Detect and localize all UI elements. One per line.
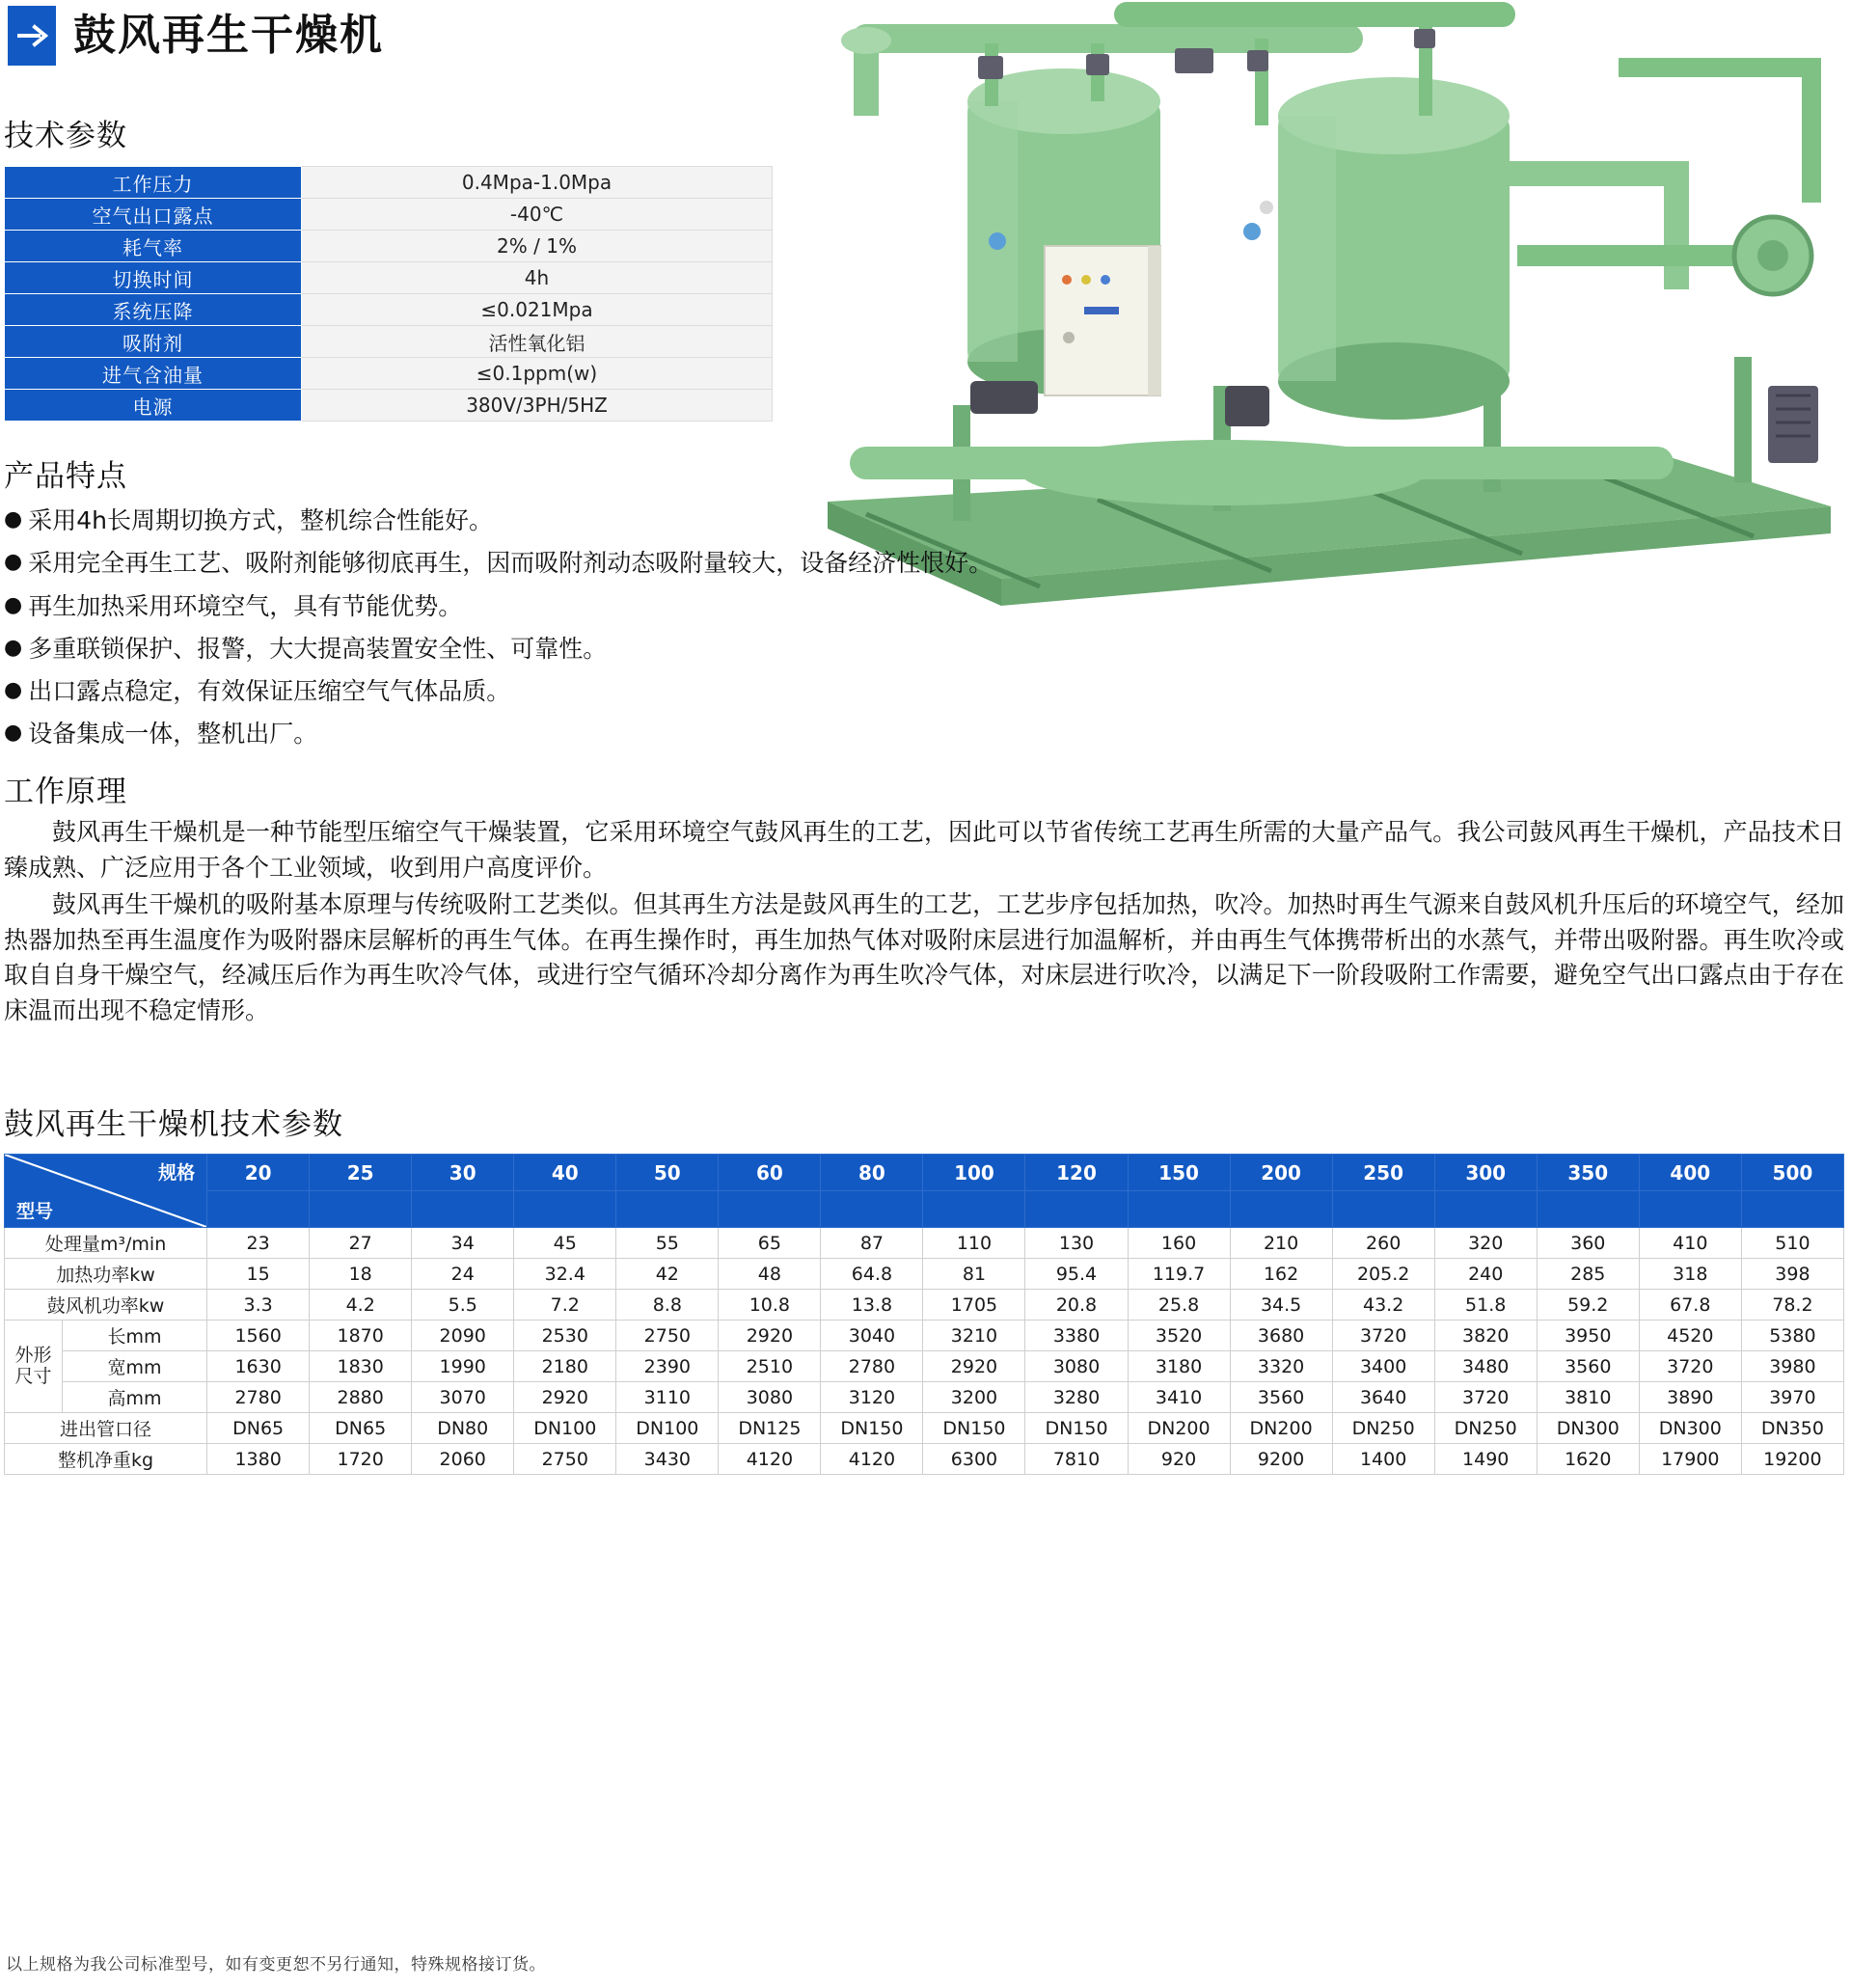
table-row [5, 1290, 1844, 1321]
spec-cell: 260 [1332, 1228, 1434, 1259]
table-row [5, 1382, 1844, 1413]
spec-cell: 3.3 [207, 1290, 310, 1321]
spec-cell: 64.8 [821, 1259, 923, 1290]
spec-cell: 4520 [1639, 1321, 1741, 1351]
spec-cell: 2060 [412, 1444, 514, 1475]
spec-cell: 3430 [616, 1444, 719, 1475]
table-row [5, 231, 773, 262]
spec-cell: 45 [514, 1228, 616, 1259]
spec-cell: 51.8 [1434, 1290, 1537, 1321]
spec-cell: DN350 [1741, 1413, 1843, 1444]
spec-cell: 3820 [1434, 1321, 1537, 1351]
table-row [5, 390, 773, 422]
spec-cell: 4.2 [310, 1290, 412, 1321]
bullet-dot-icon: ● [4, 678, 23, 702]
bullet-dot-icon: ● [4, 721, 23, 746]
spec-cell: 1560 [207, 1321, 310, 1351]
spec-model-header: 30 [412, 1155, 514, 1191]
spec-row-label: 高mm [63, 1382, 207, 1413]
table-row [5, 1228, 1844, 1259]
spec-cell: 3520 [1128, 1321, 1230, 1351]
group-label-line2: 尺寸 [14, 1365, 52, 1387]
spec-cell: 3080 [1025, 1351, 1128, 1382]
spec-cell: 4120 [719, 1444, 821, 1475]
table-row [5, 199, 773, 231]
spec-cell: 510 [1741, 1228, 1843, 1259]
spec-cell: 43.2 [1332, 1290, 1434, 1321]
spec-corner-cell [5, 1155, 207, 1228]
spec-cell: 20.8 [1025, 1290, 1128, 1321]
param-value: 380V/3PH/5HZ [302, 390, 773, 422]
principle-paragraph: 鼓风再生干燥机是一种节能型压缩空气干燥装置，它采用环境空气鼓风再生的工艺，因此可以节省传统工艺再生所需的大量产品气。我公司鼓风再生干燥机，产品技术日臻成熟、广泛应用于各个工业领域，收到用户高度评价。 [4, 818, 1844, 882]
spec-cell: DN65 [310, 1413, 412, 1444]
principle-heading: 工作原理 [4, 775, 127, 809]
spec-cell: 3380 [1025, 1321, 1128, 1351]
spec-cell: 3720 [1639, 1351, 1741, 1382]
spec-cell: 3980 [1741, 1351, 1843, 1382]
spec-cell: 95.4 [1025, 1259, 1128, 1290]
spec-row-label: 处理量m³/min [5, 1228, 207, 1259]
spec-model-header: 200 [1230, 1155, 1332, 1191]
param-key: 工作压力 [5, 167, 302, 199]
spec-cell: 2780 [821, 1351, 923, 1382]
spec-cell: 1720 [310, 1444, 412, 1475]
table-row [5, 1444, 1844, 1475]
param-key: 电源 [5, 390, 302, 422]
features-heading: 产品特点 [4, 459, 127, 494]
bullet-dot-icon: ● [4, 550, 23, 575]
param-key: 吸附剂 [5, 326, 302, 358]
feature-text: 采用完全再生工艺、吸附剂能够彻底再生，因而吸附剂动态吸附量较大，设备经济性恨好。 [28, 549, 994, 578]
spec-row-label: 整机净重kg [5, 1444, 207, 1475]
spec-table-wrapper [4, 1154, 1844, 1475]
spec-cell: DN150 [1025, 1413, 1128, 1444]
feature-text: 设备集成一体，整机出厂。 [28, 720, 318, 749]
arrow-right-icon [8, 6, 56, 66]
spec-cell: 3720 [1332, 1321, 1434, 1351]
param-value: -40℃ [302, 199, 773, 231]
spec-row-label: 宽mm [63, 1351, 207, 1382]
spec-cell: 2780 [207, 1382, 310, 1413]
principle-body [4, 815, 1844, 1030]
spec-cell: 130 [1025, 1228, 1128, 1259]
spec-cell: 1990 [412, 1351, 514, 1382]
spec-cell: 3890 [1639, 1382, 1741, 1413]
spec-footnote: 以上规格为我公司标准型号，如有变更恕不另行通知，特殊规格接订货。 [6, 1955, 546, 1974]
spec-cell: 3210 [923, 1321, 1025, 1351]
spec-table [4, 1154, 1844, 1475]
group-label-line1: 外形 [14, 1345, 52, 1367]
param-value: 2% / 1% [302, 231, 773, 262]
spec-cell: 78.2 [1741, 1290, 1843, 1321]
spec-cell: 240 [1434, 1259, 1537, 1290]
principle-paragraph: 鼓风再生干燥机的吸附基本原理与传统吸附工艺类似。但其再生方法是鼓风再生的工艺，工艺步序包括加热，吹冷。加热时再生气源来自鼓风机升压后的环境空气，经加热器加热至再生温度作为吸附器床层解析的再生气体。在再生操作时，再生加热气体对吸附床层进行加温解析，并由再生气体携带析出的水蒸气，并带出吸附器。再生吹冷或取自自身干燥空气，经减压后作为再生吹冷气体，或进行空气循环冷却分离作为再生吹冷气体，对床层进行吹冷，以满足下一阶段吸附工作需要，避免空气出口露点由于存在床温而出现不稳定情形。 [4, 890, 1844, 1024]
spec-cell: 2750 [514, 1444, 616, 1475]
spec-model-header: 120 [1025, 1155, 1128, 1191]
spec-cell: 18 [310, 1259, 412, 1290]
spec-cell: 3040 [821, 1321, 923, 1351]
param-value: 4h [302, 262, 773, 294]
param-key: 系统压降 [5, 294, 302, 326]
spec-cell: 3720 [1434, 1382, 1537, 1413]
spec-cell: 3640 [1332, 1382, 1434, 1413]
param-key: 进气含油量 [5, 358, 302, 390]
table-row [5, 167, 773, 199]
spec-cell: 3810 [1537, 1382, 1639, 1413]
list-item [4, 505, 1451, 535]
spec-model-header: 80 [821, 1155, 923, 1191]
page-header [0, 0, 384, 66]
spec-cell: 920 [1128, 1444, 1230, 1475]
spec-cell: 2920 [514, 1382, 616, 1413]
spec-model-header: 150 [1128, 1155, 1230, 1191]
table-row [5, 1321, 1844, 1351]
spec-cell: DN65 [207, 1413, 310, 1444]
spec-cell: 5.5 [412, 1290, 514, 1321]
spec-cell: 2090 [412, 1321, 514, 1351]
spec-model-header: 25 [310, 1155, 412, 1191]
list-item [4, 548, 1451, 578]
spec-cell: 2750 [616, 1321, 719, 1351]
spec-cell: 3110 [616, 1382, 719, 1413]
spec-cell: 3400 [1332, 1351, 1434, 1382]
spec-cell: 3180 [1128, 1351, 1230, 1382]
spec-heading: 鼓风再生干燥机技术参数 [4, 1107, 343, 1142]
spec-cell: DN100 [514, 1413, 616, 1444]
spec-cell: 10.8 [719, 1290, 821, 1321]
feature-text: 多重联锁保护、报警，大大提高装置安全性、可靠性。 [28, 634, 608, 663]
spec-cell: 3080 [719, 1382, 821, 1413]
spec-cell: DN300 [1639, 1413, 1741, 1444]
spec-cell: 59.2 [1537, 1290, 1639, 1321]
spec-cell: 162 [1230, 1259, 1332, 1290]
spec-cell: 2880 [310, 1382, 412, 1413]
spec-cell: DN200 [1128, 1413, 1230, 1444]
spec-cell: 32.4 [514, 1259, 616, 1290]
spec-row-label: 进出管口径 [5, 1413, 207, 1444]
spec-model-header: 350 [1537, 1155, 1639, 1191]
spec-cell: DN250 [1434, 1413, 1537, 1444]
param-value: ≤0.021Mpa [302, 294, 773, 326]
tech-params-heading: 技术参数 [4, 119, 127, 153]
spec-cell: 23 [207, 1228, 310, 1259]
table-row [5, 1351, 1844, 1382]
spec-cell: 81 [923, 1259, 1025, 1290]
spec-cell: 27 [310, 1228, 412, 1259]
spec-cell: 1400 [1332, 1444, 1434, 1475]
spec-cell: 2920 [719, 1321, 821, 1351]
spec-cell: 2920 [923, 1351, 1025, 1382]
spec-cell: 19200 [1741, 1444, 1843, 1475]
feature-text: 采用4h长周期切换方式，整机综合性能好。 [28, 506, 493, 534]
spec-corner-bottom: 型号 [16, 1201, 54, 1222]
param-value: ≤0.1ppm(w) [302, 358, 773, 390]
spec-corner-top: 规格 [158, 1162, 196, 1184]
spec-cell: 15 [207, 1259, 310, 1290]
spec-cell: 3070 [412, 1382, 514, 1413]
spec-cell: 6300 [923, 1444, 1025, 1475]
spec-cell: DN150 [821, 1413, 923, 1444]
spec-cell: 3950 [1537, 1321, 1639, 1351]
bullet-dot-icon: ● [4, 635, 23, 660]
spec-cell: 3560 [1537, 1351, 1639, 1382]
spec-cell: 205.2 [1332, 1259, 1434, 1290]
list-item [4, 634, 1451, 664]
spec-cell: DN250 [1332, 1413, 1434, 1444]
spec-cell: 119.7 [1128, 1259, 1230, 1290]
spec-cell: 320 [1434, 1228, 1537, 1259]
param-key: 耗气率 [5, 231, 302, 262]
spec-cell: 110 [923, 1228, 1025, 1259]
spec-cell: DN200 [1230, 1413, 1332, 1444]
spec-cell: 3970 [1741, 1382, 1843, 1413]
table-row [5, 1259, 1844, 1290]
spec-header-row [5, 1155, 1844, 1191]
table-row [5, 1413, 1844, 1444]
spec-cell: 65 [719, 1228, 821, 1259]
spec-model-header: 250 [1332, 1155, 1434, 1191]
tech-params-table [4, 166, 773, 422]
spec-cell: 67.8 [1639, 1290, 1741, 1321]
spec-row-label: 加热功率kw [5, 1259, 207, 1290]
spec-cell: 87 [821, 1228, 923, 1259]
spec-cell: 2180 [514, 1351, 616, 1382]
spec-model-header: 20 [207, 1155, 310, 1191]
spec-cell: 13.8 [821, 1290, 923, 1321]
spec-cell: 398 [1741, 1259, 1843, 1290]
spec-model-header: 60 [719, 1155, 821, 1191]
feature-text: 再生加热采用环境空气，具有节能优势。 [28, 591, 463, 620]
list-item [4, 676, 1451, 706]
spec-cell: 34 [412, 1228, 514, 1259]
spec-row-label: 长mm [63, 1321, 207, 1351]
spec-cell: 3680 [1230, 1321, 1332, 1351]
spec-model-header: 40 [514, 1155, 616, 1191]
feature-text: 出口露点稳定，有效保证压缩空气气体品质。 [28, 677, 511, 705]
spec-cell: DN150 [923, 1413, 1025, 1444]
spec-cell: 3200 [923, 1382, 1025, 1413]
spec-cell: DN80 [412, 1413, 514, 1444]
spec-cell: 3320 [1230, 1351, 1332, 1382]
spec-cell: 8.8 [616, 1290, 719, 1321]
spec-model-header: 300 [1434, 1155, 1537, 1191]
spec-cell: DN100 [616, 1413, 719, 1444]
spec-cell: 34.5 [1230, 1290, 1332, 1321]
spec-cell: 410 [1639, 1228, 1741, 1259]
spec-cell: 318 [1639, 1259, 1741, 1290]
spec-row-label: 鼓风机功率kw [5, 1290, 207, 1321]
spec-cell: 1630 [207, 1351, 310, 1382]
spec-cell: 4120 [821, 1444, 923, 1475]
table-row [5, 262, 773, 294]
spec-cell: 3480 [1434, 1351, 1537, 1382]
param-key: 空气出口露点 [5, 199, 302, 231]
table-row [5, 326, 773, 358]
spec-cell: 2530 [514, 1321, 616, 1351]
spec-cell: 2390 [616, 1351, 719, 1382]
spec-cell: 5380 [1741, 1321, 1843, 1351]
spec-cell: 3410 [1128, 1382, 1230, 1413]
spec-cell: DN300 [1537, 1413, 1639, 1444]
list-item [4, 591, 1451, 621]
spec-cell: 25.8 [1128, 1290, 1230, 1321]
spec-cell: 1620 [1537, 1444, 1639, 1475]
spec-cell: 42 [616, 1259, 719, 1290]
spec-cell: 3560 [1230, 1382, 1332, 1413]
bullet-dot-icon: ● [4, 592, 23, 617]
spec-cell: 17900 [1639, 1444, 1741, 1475]
param-key: 切换时间 [5, 262, 302, 294]
spec-cell: 1705 [923, 1290, 1025, 1321]
param-value: 活性氧化铝 [302, 326, 773, 358]
spec-model-header: 500 [1741, 1155, 1843, 1191]
spec-cell: DN125 [719, 1413, 821, 1444]
spec-cell: 160 [1128, 1228, 1230, 1259]
spec-cell: 48 [719, 1259, 821, 1290]
spec-cell: 210 [1230, 1228, 1332, 1259]
param-value: 0.4Mpa-1.0Mpa [302, 167, 773, 199]
spec-cell: 3120 [821, 1382, 923, 1413]
table-row [5, 294, 773, 326]
page-title: 鼓风再生干燥机 [73, 11, 384, 60]
spec-model-header: 100 [923, 1155, 1025, 1191]
spec-cell: 9200 [1230, 1444, 1332, 1475]
spec-cell: 360 [1537, 1228, 1639, 1259]
spec-cell: 2510 [719, 1351, 821, 1382]
features-list [4, 505, 1451, 762]
list-item [4, 719, 1451, 749]
table-row [5, 358, 773, 390]
spec-cell: 3280 [1025, 1382, 1128, 1413]
bullet-dot-icon: ● [4, 507, 23, 531]
spec-model-header: 50 [616, 1155, 719, 1191]
spec-cell: 285 [1537, 1259, 1639, 1290]
spec-cell: 7.2 [514, 1290, 616, 1321]
spec-dimension-group-label [5, 1321, 63, 1413]
spec-header-row-2 [5, 1191, 1844, 1228]
spec-cell: 1380 [207, 1444, 310, 1475]
spec-cell: 55 [616, 1228, 719, 1259]
spec-cell: 1870 [310, 1321, 412, 1351]
spec-cell: 24 [412, 1259, 514, 1290]
spec-cell: 1490 [1434, 1444, 1537, 1475]
spec-cell: 7810 [1025, 1444, 1128, 1475]
spec-model-header: 400 [1639, 1155, 1741, 1191]
spec-cell: 1830 [310, 1351, 412, 1382]
